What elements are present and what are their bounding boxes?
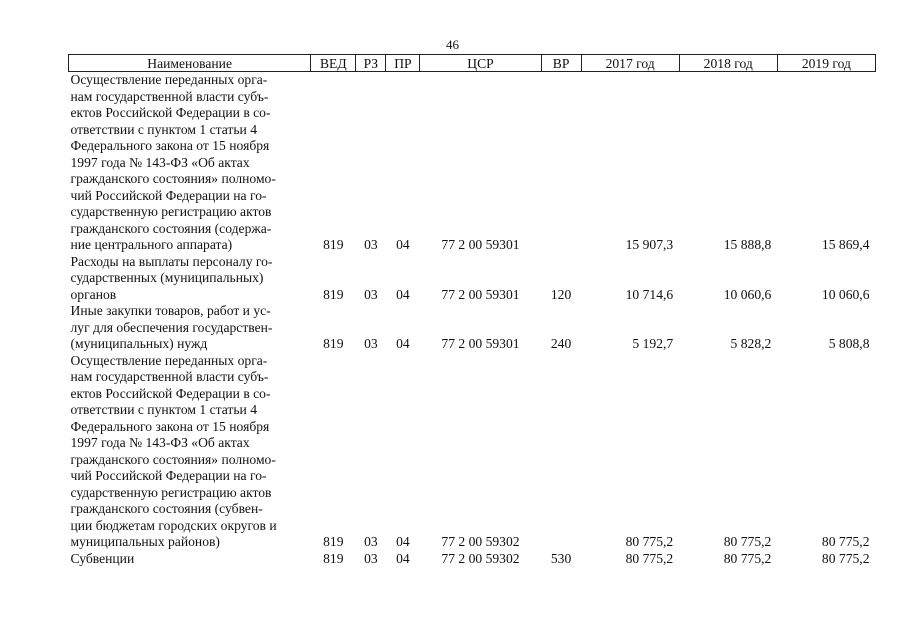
header-pr: ПР — [386, 55, 420, 72]
cell-csr: 77 2 00 59301 — [441, 286, 520, 302]
row-name-line: чий Российской Федерации на го- — [70, 187, 267, 203]
cell-2019: 5 808,8 — [828, 336, 870, 351]
cell-vr: 530 — [550, 550, 572, 566]
header-2018: 2018 год — [679, 55, 777, 72]
cell-csr: 77 2 00 59301 — [441, 237, 520, 252]
cell-rz: 03 — [364, 534, 378, 549]
row-name-line: нам государственной власти субъ- — [70, 88, 269, 104]
cell-vr — [541, 72, 581, 254]
header-ved: ВЕД — [311, 55, 356, 72]
row-name-line: гражданского состояния» полномо- — [70, 171, 276, 186]
row-name-line: сударственных (муниципальных) — [70, 270, 264, 285]
cell-vr: 240 — [550, 336, 572, 351]
cell-pr: 04 — [396, 336, 410, 351]
table-body — [69, 72, 876, 568]
cell-vr: 120 — [550, 286, 572, 302]
row-name-line: нам государственной власти субъ- — [70, 369, 269, 384]
cell-rz: 03 — [364, 550, 378, 566]
row-name-line: 1997 года № 143-ФЗ «Об актах — [70, 435, 250, 450]
header-rz: РЗ — [356, 55, 386, 72]
table-row — [69, 551, 876, 568]
row-name-line: луг для обеспечения государствен- — [70, 319, 273, 335]
cell-2018: 5 828,2 — [730, 336, 772, 351]
cell-2017: 10 714,6 — [625, 286, 674, 302]
row-name-line: сударственную регистрацию актов — [70, 204, 272, 219]
cell-2018: 10 060,6 — [723, 286, 772, 302]
header-vr: ВР — [541, 55, 581, 72]
row-name-line: чий Российской Федерации на го- — [70, 468, 267, 483]
cell-ved: 819 — [323, 550, 344, 566]
row-name-line: ектов Российской Федерации в со- — [70, 385, 271, 401]
cell-2018: 80 775,2 — [723, 534, 772, 549]
row-name-line: Расходы на выплаты персоналу го- — [70, 253, 273, 269]
header-2019: 2019 год — [777, 55, 875, 72]
row-name — [69, 551, 311, 568]
cell-rz: 03 — [364, 237, 378, 252]
table-row — [69, 353, 876, 551]
cell-2017: 5 192,7 — [632, 336, 674, 351]
cell-2019: 10 060,6 — [821, 286, 870, 302]
cell-2019: 15 869,4 — [821, 237, 870, 252]
cell-vr — [541, 353, 581, 551]
row-name-line: муниципальных районов) — [70, 534, 220, 549]
row-name-line: органов — [70, 286, 117, 302]
row-name-line: Федерального закона от 15 ноября — [70, 418, 270, 434]
row-name — [69, 254, 311, 304]
cell-2019: 80 775,2 — [821, 534, 870, 549]
header-2017: 2017 год — [581, 55, 679, 72]
cell-pr: 04 — [396, 550, 410, 566]
table-row — [69, 254, 876, 304]
row-name-line: гражданского состояния (содержа- — [70, 220, 272, 236]
cell-pr: 04 — [396, 286, 410, 302]
cell-2017: 80 775,2 — [625, 550, 674, 566]
cell-ved: 819 — [323, 286, 344, 302]
row-name-line: гражданского состояния (субвен- — [70, 501, 263, 516]
row-name-line: Осуществление переданных орга- — [70, 72, 268, 87]
table-row — [69, 303, 876, 353]
cell-pr: 04 — [396, 534, 410, 549]
budget-table — [68, 54, 876, 567]
cell-ved: 819 — [323, 336, 344, 351]
row-name-line: Осуществление переданных орга- — [70, 352, 268, 368]
row-name-line: ответствии с пунктом 1 статьи 4 — [70, 402, 258, 417]
cell-csr: 77 2 00 59302 — [441, 550, 520, 566]
header-csr: ЦСР — [420, 55, 541, 72]
header-name: Наименование — [69, 55, 311, 72]
cell-ved: 819 — [323, 237, 344, 252]
cell-2018: 80 775,2 — [723, 550, 772, 566]
row-name — [69, 303, 311, 353]
cell-2019: 80 775,2 — [821, 550, 870, 566]
cell-2017: 80 775,2 — [625, 534, 674, 549]
cell-pr: 04 — [396, 237, 410, 252]
row-name-line: (муниципальных) нужд — [70, 336, 208, 351]
row-name-line: 1997 года № 143-ФЗ «Об актах — [70, 154, 250, 170]
cell-csr: 77 2 00 59301 — [441, 336, 520, 351]
cell-rz: 03 — [364, 336, 378, 351]
cell-ved: 819 — [323, 534, 344, 549]
row-name-line: ции бюджетам городских округов и — [70, 517, 277, 533]
page-number: 46 — [446, 37, 459, 52]
row-name — [69, 353, 311, 551]
row-name-line: Иные закупки товаров, работ и ус- — [70, 303, 271, 318]
row-name-line: ответствии с пунктом 1 статьи 4 — [70, 121, 258, 137]
cell-2018: 15 888,8 — [723, 237, 772, 252]
row-name-line: Субвенции — [70, 550, 135, 566]
cell-csr: 77 2 00 59302 — [441, 534, 520, 549]
row-name-line: Федерального закона от 15 ноября — [70, 138, 270, 153]
table-header-row — [69, 55, 876, 72]
row-name-line: гражданского состояния» полномо- — [70, 451, 276, 467]
row-name-line: ектов Российской Федерации в со- — [70, 105, 271, 120]
row-name — [69, 72, 311, 254]
cell-2017: 15 907,3 — [625, 237, 674, 252]
row-name-line: ние центрального аппарата) — [70, 237, 233, 252]
row-name-line: сударственную регистрацию актов — [70, 484, 272, 500]
cell-rz: 03 — [364, 286, 378, 302]
table-row — [69, 72, 876, 254]
